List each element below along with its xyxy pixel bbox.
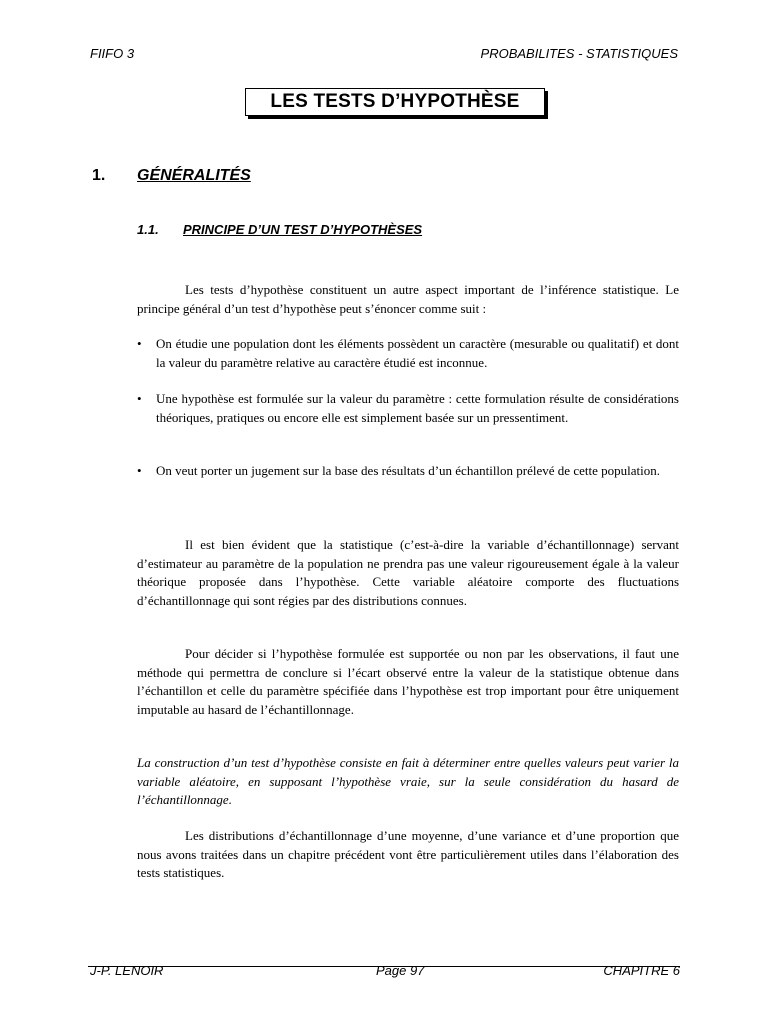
bullet-symbol: •	[137, 463, 142, 478]
bullet-text: On étudie une population dont les éléments possèdent un caractère (mesurable ou qualitatif) et dont la valeur du paramètre relative au caractère étudié est inconnue.	[156, 336, 679, 370]
bullet-symbol: •	[137, 391, 142, 406]
chapter-title-box	[245, 88, 545, 116]
subsection-number: 1.1.	[137, 222, 159, 237]
subsection-title: PRINCIPE D’UN TEST D’HYPOTHÈSES	[183, 222, 423, 237]
header-course-code: FIIFO 3	[90, 46, 135, 61]
chapter-title: LES TESTS D’HYPOTHÈSE	[270, 91, 520, 112]
header-subject: PROBABILITES - STATISTIQUES	[480, 46, 678, 61]
bullet-item	[137, 390, 679, 427]
bullet-text: Une hypothèse est formulée sur la valeur du paramètre : cette formulation résulte de considérations théoriques, pratiques ou encore elle est simplement basée sur un pressentiment.	[156, 391, 679, 425]
paragraph-3-italic: La construction d’un test d’hypothèse consiste en fait à déterminer entre quelles valeurs peut varier la variable aléatoire, en supposant l’hypothèse vraie, sur la seule considération du hasard de l’échantillonnage.	[137, 755, 679, 807]
paragraph-1: Il est bien évident que la statistique (c’est-à-dire la variable d’échantillonnage) servant d’estimateur au paramètre de la population ne prendra pas une valeur rigoureusement égale à la valeur théorique proposée dans l’hypothèse. Cette variable aléatoire comporte des fluctuations d’échantillonnage qui sont régies par des distributions connues.	[137, 537, 679, 608]
section-number: 1.	[92, 167, 106, 184]
paragraph-2: Pour décider si l’hypothèse formulée est supportée ou non par les observations, il faut une méthode qui permettra de conclure si l’écart observé entre la valeur de la statistique obtenue dans l’échantillon et celle du paramètre spécifiée dans l’hypothèse est trop important pour être uniquement imputable au hasard de l’échantillonnage.	[137, 646, 679, 717]
bullet-item	[137, 462, 679, 481]
paragraph-4: Les distributions d’échantillonnage d’une moyenne, d’une variance et d’une proportion que nous avons traitées dans un chapitre précédent vont être particulièrement utiles dans l’élaboration des tests statistiques.	[137, 828, 679, 880]
footer-page-number: Page 97	[376, 963, 425, 978]
section-title: GÉNÉRALITÉS	[137, 167, 251, 184]
bullet-symbol: •	[137, 336, 142, 351]
bullet-text: On veut porter un jugement sur la base des résultats d’un échantillon prélevé de cette population.	[156, 463, 660, 478]
footer-chapter: CHAPITRE 6	[603, 963, 680, 978]
intro-paragraph: Les tests d’hypothèse constituent un autre aspect important de l’inférence statistique. Le principe général d’un test d’hypothèse peut s’énoncer comme suit :	[137, 282, 679, 316]
bullet-item	[137, 335, 679, 372]
footer-author: J-P. LENOIR	[90, 963, 164, 978]
